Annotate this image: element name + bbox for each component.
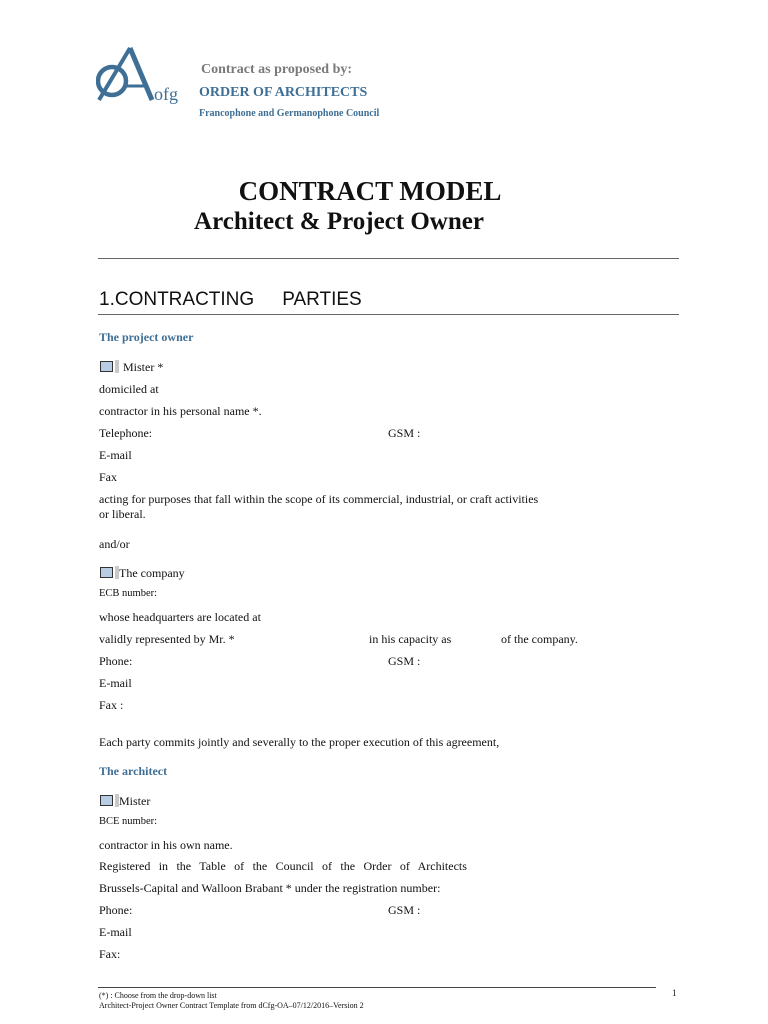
mister-checkbox[interactable] xyxy=(100,361,113,372)
document-subtitle: Architect & Project Owner xyxy=(194,208,484,235)
registration-number-label: Brussels-Capital and Walloon Brabant * under the registration number: xyxy=(99,881,441,895)
email-label: E-mail xyxy=(99,448,132,462)
bce-number-label: BCE number: xyxy=(99,816,158,827)
headquarters-label: whose headquarters are located at xyxy=(99,610,261,624)
company-checkbox[interactable] xyxy=(100,567,113,578)
acting-text-line2: or liberal. xyxy=(99,507,146,521)
footer-note: (*) : Choose from the drop-down list xyxy=(99,991,217,1000)
phone-label: Phone: xyxy=(99,654,133,668)
architect-mister-label: Mister xyxy=(119,794,151,808)
mister-label: Mister * xyxy=(123,360,164,374)
company-label: The company xyxy=(119,566,185,580)
capacity-label: in his capacity as xyxy=(369,632,452,646)
proposed-by-label: Contract as proposed by: xyxy=(201,62,353,77)
title-divider xyxy=(98,258,679,259)
registered-text: Registered in the Table of the Council of the Order of Architects xyxy=(99,859,467,873)
order-of-architects-logo xyxy=(96,42,184,104)
contractor-label: contractor in his personal name *. xyxy=(99,404,262,418)
project-owner-heading: The project owner xyxy=(99,330,194,344)
architect-contractor-label: contractor in his own name. xyxy=(99,838,233,852)
architect-email-label: E-mail xyxy=(99,925,132,939)
commitment-text: Each party commits jointly and severally to the proper execution of this agreement, xyxy=(99,735,500,749)
section-heading xyxy=(99,289,362,311)
fax-label: Fax : xyxy=(99,698,124,712)
fax-label: Fax xyxy=(99,470,117,484)
document-title: CONTRACT MODEL xyxy=(238,176,502,206)
page-number: 1 xyxy=(672,988,677,998)
organization-name: ORDER OF ARCHITECTS xyxy=(199,85,368,100)
email-label: E-mail xyxy=(99,676,132,690)
architect-gsm-label: GSM : xyxy=(388,903,421,917)
checkbox-field-shade xyxy=(115,360,119,373)
footer-template-info: Architect-Project Owner Contract Template from dCfg-OA–07/12/2016–Version 2 xyxy=(99,1001,364,1010)
architect-heading: The architect xyxy=(99,764,168,778)
represented-by-label: validly represented by Mr. * xyxy=(99,632,235,646)
section-label: PARTIES xyxy=(282,289,362,310)
ecb-number-label: ECB number: xyxy=(99,588,158,599)
domiciled-label: domiciled at xyxy=(99,382,159,396)
section-number-label: 1.CONTRACTING xyxy=(99,289,255,310)
architect-fax-label: Fax: xyxy=(99,947,121,961)
telephone-label: Telephone: xyxy=(99,426,153,440)
section-divider xyxy=(98,314,679,315)
acting-text-line1: acting for purposes that fall within the scope of its commercial, industrial, or craft activities xyxy=(99,492,539,506)
logo-text: ofg xyxy=(154,84,178,104)
footer-divider xyxy=(98,987,656,988)
of-company-label: of the company. xyxy=(501,632,578,646)
gsm-label: GSM : xyxy=(388,654,421,668)
architect-phone-label: Phone: xyxy=(99,903,133,917)
architect-mister-checkbox[interactable] xyxy=(100,795,113,806)
council-name: Francophone and Germanophone Council xyxy=(199,108,380,119)
gsm-label: GSM : xyxy=(388,426,421,440)
and-or-text: and/or xyxy=(99,537,130,551)
